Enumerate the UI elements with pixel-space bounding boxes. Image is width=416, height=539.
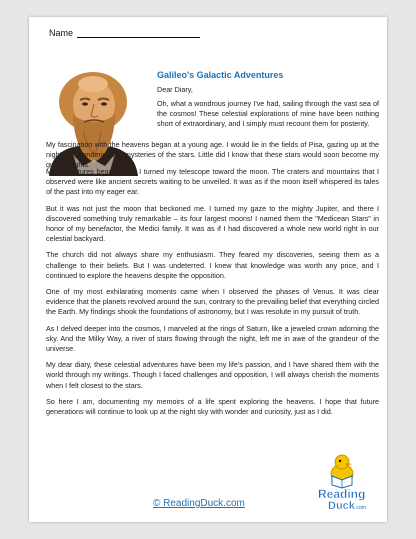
logo-duck-text: Duck xyxy=(328,500,355,512)
readingduck-link[interactable]: © ReadingDuck.com xyxy=(153,498,245,509)
paragraph-9: So here I am, documenting my memoirs of a life spent exploring the heavens. I hope that future generations will continue to look up at the night sky with wonder and curiosity, just as I did. xyxy=(46,396,379,417)
name-label: Name xyxy=(49,28,74,38)
worksheet-title: Galileo's Galactic Adventures xyxy=(157,70,284,80)
story-body xyxy=(46,161,379,417)
name-field-row xyxy=(49,28,200,38)
worksheet-page xyxy=(29,17,387,522)
paragraph-2: My fascination with the heavens began at a young age. I would lie in the fields of Pisa, gazing up at the night sky, pondering the mysteries of the stars. Little did I know that these stars would soon become my guiding lights. xyxy=(46,140,379,170)
paragraph-5: The church did not always share my enthusiasm. They feared my discoveries, seeing them as a challenge to their beliefs. But I was undeterred. I knew that knowledge was worth any price, and I continued to explore the heavens despite the opposition. xyxy=(46,250,379,280)
readingduck-logo xyxy=(308,452,378,514)
logo-domain-text: .com xyxy=(355,505,366,511)
logo-reading-text: Reading xyxy=(318,487,366,501)
paragraph-7: As I delved deeper into the cosmos, I marveled at the rings of Saturn, like a jeweled crown adorning the sky. And the Milky Way, a river of stars flowing through the night, left me in awe of the grandeur of the universe. xyxy=(46,323,379,354)
paragraph-3: My adventures began when I turned my telescope toward the moon. The craters and mountains that I observed were like ancient secrets waiting to be unveiled. It was as if the moon itself whispered its tales of the past into my eager ear. xyxy=(46,167,379,197)
paragraph-4: But it was not just the moon that beckoned me. I turned my gaze to the mighty Jupiter, and there I discovered something truly remarkable – its four largest moons! I named them the "Medicean Stars" in honor of my benefactor, the Medici family. It was as if I had discovered a whole new world right in our celestial backyard. xyxy=(46,203,379,244)
paragraph-1: Oh, what a wondrous journey I've had, sailing through the vast sea of the cosmos! These celestial explorations of mine have been nothing short of extraordinary, and I simply must recount them for posterity. xyxy=(157,99,379,129)
greeting: Dear Diary, xyxy=(157,85,193,94)
paragraph-8: My dear diary, these celestial adventures have been my life's passion, and I have shared them with the world through my writings. Though I faced challenges and opposition, I will always cherish the moments when I felt closest to the stars. xyxy=(46,360,379,390)
paragraph-6: One of my most exhilarating moments came when I observed the phases of Venus. It was clear evidence that the planets revolved around the sun, contrary to the prevailing belief that everything circled the Earth. My findings shook the foundations of astronomy, but I was resolute in my pursuit of truth. xyxy=(46,287,379,317)
name-input-line[interactable] xyxy=(77,29,200,38)
